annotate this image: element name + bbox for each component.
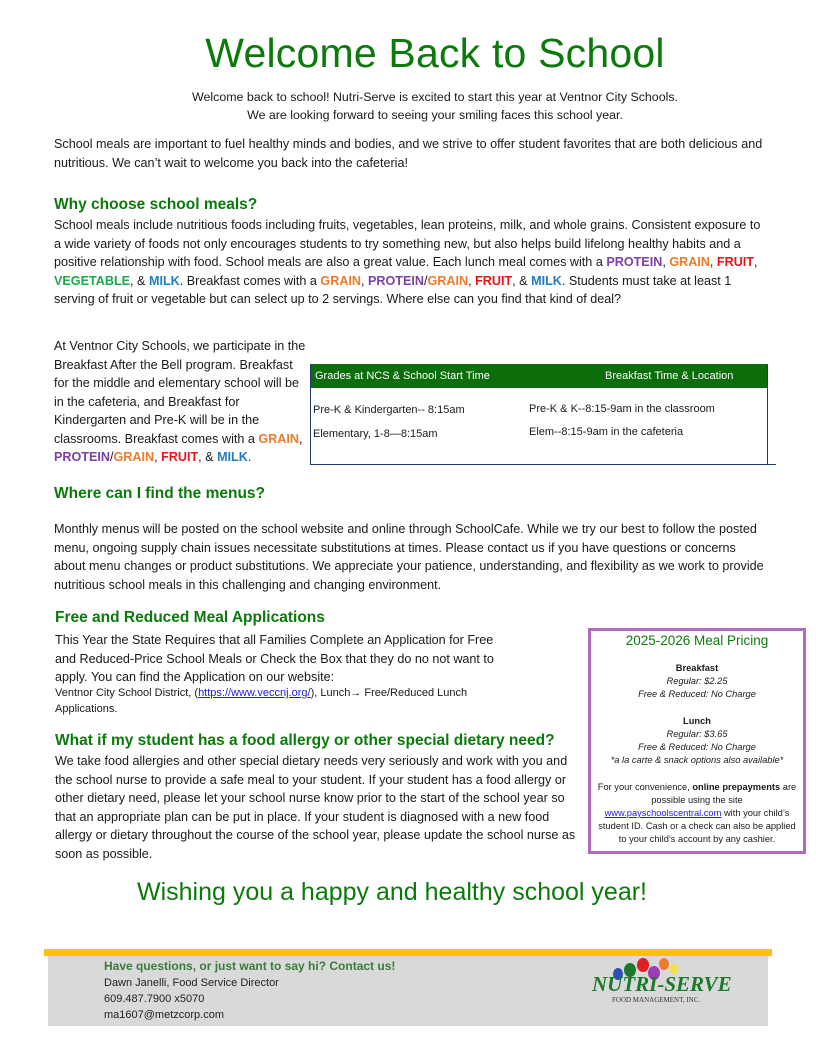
district-website-link[interactable]: https://www.veccnj.org/	[198, 687, 311, 699]
menus-paragraph: Monthly menus will be posted on the school website and online through SchoolCafe. While we try our best to follow the posted menu, ongoing supply chain issues necessitate substitutions at times. Please contact us if you have questions or concerns about menu changes or product substitutions. We appreciate your patience, understanding, and flexibility as we work to provide nutritious school meals in this challenging and changing environment.	[54, 522, 764, 592]
breakfast-milk: MILK	[531, 273, 562, 288]
intro-line-2: We are looking forward to seeing your smiling faces this school year.	[247, 108, 623, 122]
allergy-heading: What if my student has a food allergy or other special dietary need?	[55, 732, 555, 749]
table-cell: Elem--8:15-9am in the cafeteria	[529, 426, 684, 438]
lunch-label: Lunch	[683, 716, 711, 726]
prepay-prefix: For your convenience,	[597, 782, 690, 792]
closing-message: Wishing you a happy and healthy school year!	[136, 878, 648, 906]
footer	[48, 956, 768, 1026]
free-reduced-heading: Free and Reduced Meal Applications	[55, 609, 325, 626]
balloon-orange	[659, 958, 669, 970]
meal-pricing-box	[588, 628, 806, 854]
table-cell: Pre-K & Kindergarten-- 8:15am	[313, 404, 465, 416]
lunch-free-reduced: Free & Reduced: No Charge	[638, 742, 756, 752]
table-header-breakfast: Breakfast Time & Location	[605, 370, 734, 382]
prepay-suffix: with your child’s student ID. Cash or a check can also be applied to your child’s account by any cashier.	[598, 808, 796, 844]
table-cell: Pre-K & K--8:15-9am in the classroom	[529, 403, 715, 415]
page-title: Welcome Back to School	[205, 30, 665, 76]
prepay-bold: online prepayments	[692, 782, 781, 792]
contact-prompt: Have questions, or just want to say hi? Contact us!	[104, 959, 396, 973]
contact-email[interactable]: ma1607@metzcorp.com	[104, 1009, 224, 1021]
logo-wordmark: NUTRI-SERVE	[592, 972, 732, 996]
intro-paragraph: School meals are important to fuel healthy minds and bodies, and we strive to offer student favorites that are both delicious and nutritious. We can’t wait to welcome you back into the cafeteria!	[54, 137, 763, 170]
balloon-red	[637, 958, 649, 972]
nutri-serve-logo	[586, 956, 736, 1016]
intro-line-1: Welcome back to school! Nutri-Serve is excited to start this year at Ventnor City Schools.	[192, 90, 678, 104]
footer-accent-bar	[44, 949, 772, 956]
breakfast-regular-price: Regular: $2.25	[666, 676, 728, 686]
bp-grain-alt: GRAIN	[113, 450, 155, 464]
breakfast-program: At Ventnor City Schools, we participate in the Breakfast After the Bell program. Breakfast for the middle and elementary school will be in the cafeteria, and Breakfast for Kindergarten and Pre-K will be in the classrooms. Breakfast comes with a GRAIN, PROTEIN/GRAIN, FRUIT, & MILK.	[54, 339, 306, 464]
lunch-grain: GRAIN	[669, 255, 710, 269]
allergy-paragraph: We take food allergies and other special dietary needs very seriously and work with you and the school nurse to provide a safe meal to your student. If your student has a food allergy or other dietary need, please let your school nurse know prior to the start of the school year so that an appropriate plan can be put in place. If your student is diagnosed with a new food allergy or dietary throughout the course of the school year, please update the school nurse as soon as possible.	[55, 754, 576, 861]
payschoolscentral-link[interactable]: www.payschoolscentral.com	[604, 808, 722, 818]
district-prefix: Ventnor City School District, (	[55, 687, 199, 699]
contact-phone: 609.487.7900 x5070	[104, 993, 205, 1005]
breakfast-grain: GRAIN	[320, 273, 362, 288]
breakfast-fruit: FRUIT	[475, 273, 513, 288]
contact-name: Dawn Janelli, Food Service Director	[104, 977, 279, 989]
table-header-grades: Grades at NCS & School Start Time	[315, 370, 490, 382]
logo-subtitle: FOOD MANAGEMENT, INC.	[612, 996, 701, 1004]
breakfast-grain-alt: GRAIN	[427, 273, 469, 288]
breakfast-intro: Breakfast comes with a	[186, 273, 317, 288]
lunch-regular-price: Regular: $3.65	[666, 729, 728, 739]
why-text: School meals include nutritious foods including fruits, vegetables, lean proteins, milk, and whole grains. Consistent exposure to a wide variety of foods not only encourages students to try something new, but also helps build lifelong healthy habits and a positive relationship with food. School meals are also a great value. Each lunch meal comes with a	[54, 218, 761, 269]
prepay-info	[591, 781, 803, 846]
bp-fruit: FRUIT	[161, 450, 199, 464]
schedule-table	[310, 364, 768, 465]
table-cell: Elementary, 1-8—8:15am	[313, 428, 438, 440]
breakfast-label: Breakfast	[675, 663, 719, 673]
menus-heading: Where can I find the menus?	[54, 485, 265, 502]
district-suffix: ), Lunch→ Free/Reduced Lunch Applications.	[55, 687, 468, 715]
lunch-protein: PROTEIN	[606, 255, 663, 269]
schedule-table-header	[311, 364, 767, 388]
table-bottom-rule	[310, 464, 776, 465]
lunch-milk: MILK	[148, 273, 180, 288]
lunch-fruit: FRUIT	[716, 255, 754, 269]
why-paragraph: School meals include nutritious foods including fruits, vegetables, lean proteins, milk, and whole grains. Consistent exposure to a wide variety of foods not only encourages students to try something new, but also helps build lifelong healthy habits and a positive relationship with food. School meals are also a great value. Each lunch meal comes with a PROTEIN, GRAIN, FRUIT, VEGETABLE, & MILK. Breakfast comes with a GRAIN, PROTEIN/GRAIN, FRUIT, & MILK. Students must take at least 1 serving of fruit or vegetable but can select up to 2 servings. Where else can you find that kind of deal?	[54, 218, 761, 306]
bp-protein: PROTEIN	[54, 450, 110, 464]
breakfast-protein: PROTEIN	[368, 273, 424, 288]
breakfast-free-reduced: Free & Reduced: No Charge	[638, 689, 756, 699]
bp-grain: GRAIN	[258, 431, 299, 446]
why-tail: Students must take at least 1 serving of fruit or vegetable but can select up to 2 servings. Where else can you find that kind of deal?	[54, 273, 732, 306]
why-heading: Why choose school meals?	[54, 196, 258, 213]
prepay-mid: are possible using the site	[651, 782, 797, 805]
free-reduced-link-line	[55, 685, 495, 717]
a-la-carte-note: *a la carte & snack options also available*	[610, 755, 784, 765]
intro	[0, 88, 816, 124]
bp-milk: MILK	[217, 450, 248, 464]
lunch-vegetable: VEGETABLE	[54, 273, 131, 288]
free-reduced-paragraph: This Year the State Requires that all Families Complete an Application for Free and Reduced-Price School Meals or Check the Box that they do no not want to apply. You can find the Application on our website:	[55, 633, 494, 684]
breakfast-program-text: At Ventnor City Schools, we participate in the Breakfast After the Bell program. Breakfast for the middle and elementary school will be in the cafeteria, and Breakfast for Kindergarten and Pre-K will be in the classrooms. Breakfast comes with a	[54, 339, 306, 446]
pricing-heading: 2025-2026 Meal Pricing	[625, 633, 769, 648]
